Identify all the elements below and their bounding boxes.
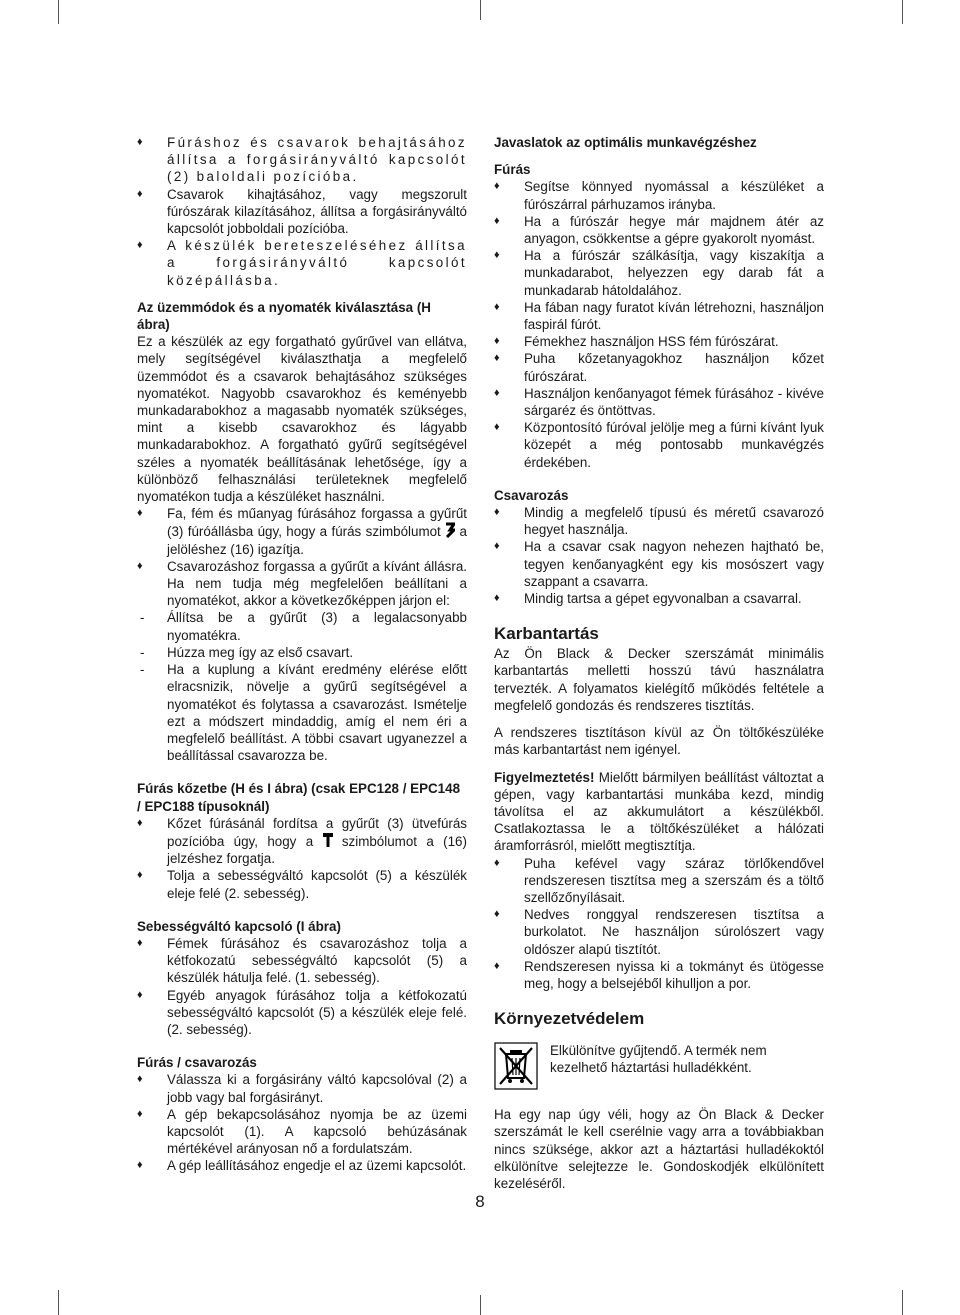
crop-mark-bottom-left xyxy=(58,1290,59,1315)
screwing-tips-list xyxy=(494,504,824,607)
bullet-text: Fémekhez használjon HSS fém fúrószárat. xyxy=(524,334,779,350)
bullet-text: Csavarok kihajtásához, vagy megszorult fúrószárak kilazításához, állítsa a forgásirányváltó kapcsolót jobboldali pozícióba. xyxy=(167,186,467,237)
hammer-symbol-icon xyxy=(323,832,333,848)
section-heading-tips: Javaslatok az optimális munkavégzéshez xyxy=(494,135,757,150)
crop-mark-bottom-center xyxy=(480,1295,481,1315)
list-item xyxy=(494,419,824,471)
drill-symbol-icon xyxy=(445,522,455,538)
page-number: 8 xyxy=(475,1192,485,1211)
section-heading-stone-drilling: Fúrás kőzetbe (H és I ábra) (csak EPC128 / EPC148 / EPC188 típusoknál) xyxy=(137,781,461,814)
bullet-text: Fémek fúrásához és csavarozáshoz tolja a kétfokozatú sebességváltó kapcsolót (5) a készülék hátulja felé. (1. sebesség). xyxy=(167,935,467,986)
warning-paragraph xyxy=(494,769,824,855)
list-item xyxy=(137,237,467,289)
subheading-drilling: Fúrás xyxy=(494,162,531,178)
list-item xyxy=(137,867,467,901)
drilling-bullet-list xyxy=(137,1071,467,1174)
list-item xyxy=(494,590,824,607)
list-item xyxy=(494,213,824,247)
mode-bullet-list xyxy=(137,505,467,609)
list-item xyxy=(494,299,824,333)
bullet-text: Ha a csavar csak nagyon nehezen hajtható be, tegyen kenőanyagként egy kis mosószert vagy szappant a csavarra. xyxy=(524,539,824,589)
list-item xyxy=(137,505,467,558)
section-heading-mode-torque: Az üzemmódok és a nyomaték kiválasztása (H ábra) xyxy=(137,299,431,333)
subheading-screwing: Csavarozás xyxy=(494,487,569,503)
bullet-text: Ha a fúrószár szálkásítja, vagy kiszakítja a munkadarabot, helyezzen egy darab fát a munkadarab hátoldalához. xyxy=(524,248,824,298)
drilling-tips-list xyxy=(494,178,824,470)
list-item xyxy=(494,333,824,350)
bullet-text: A készülék bereteszeléséhez állítsa a forgásirányváltó kapcsolót középállásba. xyxy=(167,238,467,288)
speed-bullet-list xyxy=(137,935,467,1038)
list-item xyxy=(494,178,824,212)
paragraph: Ha egy nap úgy véli, hogy az Ön Black & Decker szerszámát le kell cserélnie vagy arra a továbbiakban nincs szüksége, akkor azt a háztartási hulladékoktól elkülönítve selejtezze le. Gondoskodjék elkülönített kezeléséről. xyxy=(494,1107,824,1191)
list-item xyxy=(137,609,467,643)
bullet-text: Kőzet fúrásánál fordítsa a gyűrűt (3) ütvefúrás pozícióba úgy, hogy a xyxy=(167,815,467,849)
dash-text: Állítsa be a gyűrűt (3) a legalacsonyabb nyomatékra. xyxy=(167,610,467,643)
weee-text: Elkülönítve gyűjtendő. A termék nem kezelhető háztartási hulladékként. xyxy=(550,1043,767,1076)
bullet-text: Ha a fúrószár hegye már majdnem átér az anyagon, csökkentse a gépre gyakorolt nyomást. xyxy=(524,213,824,247)
list-item xyxy=(137,186,467,238)
bullet-text: Nedves ronggyal rendszeresen tisztítsa a burkolatot. Ne használjon súrolószert vagy oldószer alapú tisztítót. xyxy=(524,907,824,957)
bullet-text: Mindig a megfelelő típusú és méretű csavarozó hegyet használja. xyxy=(524,505,824,538)
bullet-text: A gép bekapcsolásához nyomja be az üzemi kapcsolót (1). A kapcsoló behúzásának mértékével arányosan nő a fordulatszám. xyxy=(167,1106,467,1157)
crop-mark-top-center xyxy=(480,0,481,20)
bullet-text: Válassza ki a forgásirány váltó kapcsolóval (2) a jobb vagy bal forgásirányt. xyxy=(167,1072,467,1105)
crop-mark-bottom-right xyxy=(902,1290,903,1315)
bullet-text: Puha kefével vagy száraz törlőkendővel rendszeresen tisztítsa meg a szerszám és a töltő szellőzőnyílásait. xyxy=(524,855,824,905)
dash-text: Ha a kuplung a kívánt eredmény elérése előtt elracsnizik, növelje a gyűrű segítségével a nyomatékot és folytassa a csavarozást. Ismételje ezt a módszert mindaddig, amíg el nem éri a megfelelő beállítást. A többi csavart ugyanezzel a beállítással csavarozza be. xyxy=(167,662,467,764)
list-item xyxy=(137,1157,467,1174)
right-column xyxy=(494,134,824,1192)
list-item xyxy=(137,661,467,764)
procedure-dash-list xyxy=(137,609,467,764)
crossed-out-bin-icon xyxy=(494,1042,538,1090)
bullet-text: Puha kőzetanyagokhoz használjon kőzet fúrószárat. xyxy=(524,351,824,384)
list-item xyxy=(494,247,824,299)
list-item xyxy=(494,538,824,590)
bullet-text: Mindig tartsa a gépet egyvonalban a csavarral. xyxy=(524,591,802,607)
list-item xyxy=(137,558,467,610)
list-item xyxy=(137,987,467,1039)
crop-mark-top-left xyxy=(58,0,59,24)
weee-notice xyxy=(494,1042,824,1090)
list-item xyxy=(494,350,824,384)
bullet-text: A gép leállításához engedje el az üzemi kapcsolót. xyxy=(167,1158,467,1174)
list-item xyxy=(494,385,824,419)
left-column xyxy=(137,134,467,1175)
crop-mark-top-right xyxy=(902,0,903,24)
stone-bullet-list xyxy=(137,815,467,902)
paragraph: Ez a készülék az egy forgatható gyűrűvel van ellátva, mely segítségével kiválaszthatja a megfelelő üzemmódot és a csavarok behajtásához szükséges nyomatékot. Nagyobb csavarokhoz és keményebb munkadarabokhoz a magasabb nyomaték szükséges, mint a kisebb csavarokhoz és lágyabb munkadarabokhoz. A forgatható gyűrű segítségével széles a nyomaték beállításának lehetősége, így a különböző felhasználási területeknek megfelelő nyomatékon tudja a készüléket használni. xyxy=(137,334,467,505)
bullet-text: Csavarozáshoz forgassa a gyűrűt a kívánt állásra. Ha nem tudja még megfelelően beállítani a nyomatékot, akkor a következőképpen járjon el: xyxy=(167,558,467,609)
bullet-text: Tolja a sebességváltó kapcsolót (5) a készülék eleje felé (2. sebesség). xyxy=(167,868,467,901)
list-item xyxy=(137,935,467,987)
section-heading-maintenance: Karbantartás xyxy=(494,624,599,644)
list-item xyxy=(494,855,824,907)
list-item xyxy=(137,815,467,868)
list-item xyxy=(494,906,824,958)
list-item xyxy=(137,1071,467,1105)
bullet-text: Fúráshoz és csavarok behajtásához állítsa a forgásirányváltó kapcsolót (2) baloldali pozícióba. xyxy=(167,135,467,185)
list-item xyxy=(494,958,824,992)
section-heading-speed-switch: Sebességváltó kapcsoló (I ábra) xyxy=(137,918,341,934)
bullet-text: Fa, fém és műanyag fúrásához forgassa a gyűrűt (3) fúróállásba úgy, hogy a fúrás szimbólumot xyxy=(167,506,467,540)
bullet-text: Segítse könnyed nyomással a készüléket a fúrószárral párhuzamos irányba. xyxy=(524,179,824,212)
direction-bullet-list xyxy=(137,134,467,289)
bullet-text: Egyéb anyagok fúrásához tolja a kétfokozatú sebességváltó kapcsolót (5) a készülék eleje felé. (2. sebesség). xyxy=(167,987,467,1037)
dash-text: Húzza meg így az első csavart. xyxy=(167,644,354,660)
maintenance-list xyxy=(494,855,824,993)
list-item xyxy=(137,134,467,186)
bullet-text: Ha fában nagy furatot kíván létrehozni, használjon faspirál fúrót. xyxy=(524,299,824,333)
paragraph: A rendszeres tisztításon kívül az Ön töltőkészüléke más karbantartást nem igényel. xyxy=(494,725,824,758)
bullet-text: szimbólumot a (16) jelzéshez forgatja. xyxy=(167,833,467,867)
section-heading-drilling-screwing: Fúrás / csavarozás xyxy=(137,1055,257,1071)
bullet-text: Központosító fúróval jelölje meg a fúrni kívánt lyuk közepét a még pontosabb munkavégzés érdekében. xyxy=(524,420,824,470)
list-item xyxy=(494,504,824,538)
warning-text: Mielőtt bármilyen beállítást változtat a gépen, vagy karbantartási munkába kezd, mindig távolítsa el az akkumulátort a készülékből. Csatlakoztassa le a töltőkészüléket a hálózati áramforrásról, mielőtt megtisztítja. xyxy=(494,769,824,854)
paragraph: Az Ön Black & Decker szerszámát minimális karbantartás melletti hosszú távú használatra tervezték. A folyamatos kielégítő működés feltétele a megfelelő gondozás és rendszeres tisztítás. xyxy=(494,646,824,713)
list-item xyxy=(137,1106,467,1158)
bullet-text: a jelöléshez (16) igazítja. xyxy=(167,524,467,557)
bullet-text: Használjon kenőanyagot fémek fúrásához - kivéve sárgaréz és öntöttvas. xyxy=(524,385,824,419)
warning-label: Figyelmeztetés! xyxy=(494,769,595,785)
list-item xyxy=(137,644,467,661)
section-heading-environment: Környezetvédelem xyxy=(494,1009,645,1029)
bullet-text: Rendszeresen nyissa ki a tokmányt és ütögesse meg, hogy a belsejéből kihulljon a por. xyxy=(524,958,824,991)
